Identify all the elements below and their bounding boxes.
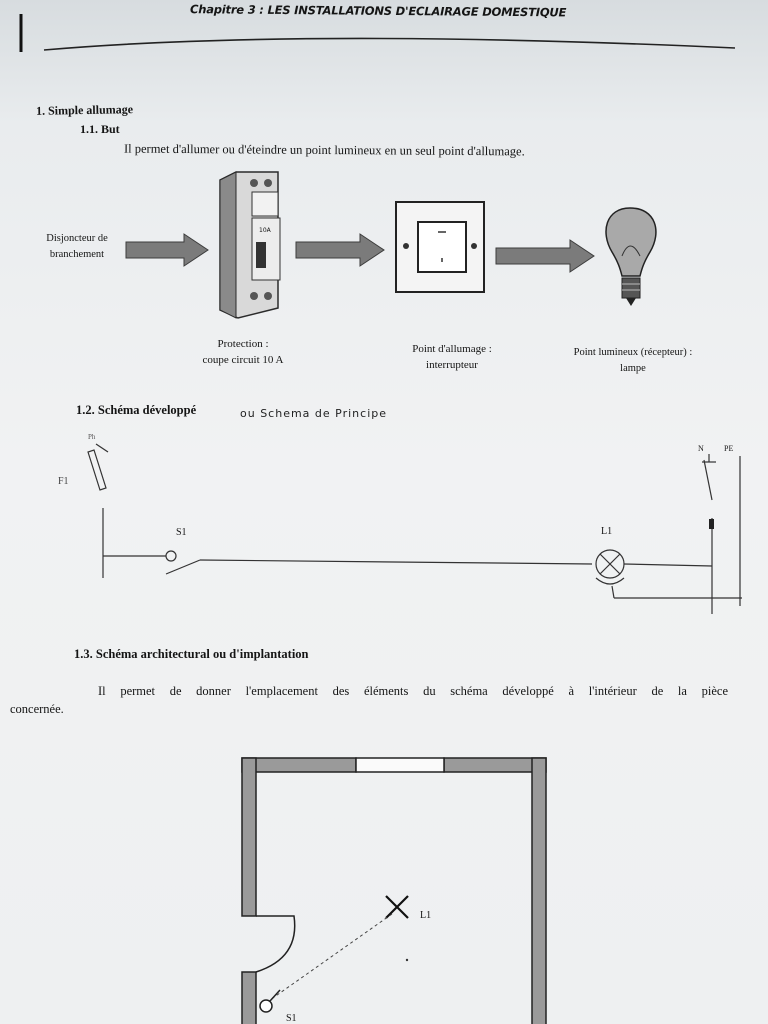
ceiling-light-icon xyxy=(386,896,408,918)
chapter-title: Chapitre 3 : LES INSTALLATIONS D'ECLAIRAGE DOMESTIQUE xyxy=(189,2,567,20)
earth-label: PE xyxy=(724,444,734,453)
breaker-rating: 10A xyxy=(259,227,271,234)
switch-caption: Point d'allumage : interrupteur xyxy=(412,343,492,371)
plan-lamp-label: L1 xyxy=(420,910,432,921)
switch-label: S1 xyxy=(176,527,187,538)
switch-symbol xyxy=(260,1000,272,1012)
phase-label: Ph xyxy=(88,433,96,441)
plan-switch-label: S1 xyxy=(286,1013,297,1024)
but-text: Il permet d'allumer ou d'éteindre un point lumineux en un seul point d'allumage. xyxy=(123,141,525,159)
architecture-text-line2: concernée. xyxy=(10,702,64,716)
subsection-title-but: 1.1. But xyxy=(80,122,120,136)
protection-caption: Protection : coupe circuit 10 A xyxy=(202,338,284,366)
lamp-label: L1 xyxy=(601,526,613,537)
window-symbol xyxy=(356,758,444,772)
lamp-caption: Point lumineux (récepteur) : lampe xyxy=(573,347,693,374)
door-symbol xyxy=(256,916,295,972)
neutral-label: N xyxy=(698,444,704,453)
section-title: 1. Simple allumage xyxy=(35,102,134,118)
handwritten-note: ou Schema de Principe xyxy=(240,407,388,420)
fuse-label: F1 xyxy=(58,476,69,487)
wiring-path xyxy=(270,914,392,1000)
source-label: Disjoncteur de branchement xyxy=(46,233,108,260)
subsection-title-schema: 1.2. Schéma développé xyxy=(76,403,197,417)
architecture-text-line1: Il permet de donner l'emplacement des éléments du schéma développé à l'intérieur de la pièce xyxy=(98,684,728,698)
subsection-title-architecture: 1.3. Schéma architectural ou d'implantation xyxy=(74,647,309,661)
